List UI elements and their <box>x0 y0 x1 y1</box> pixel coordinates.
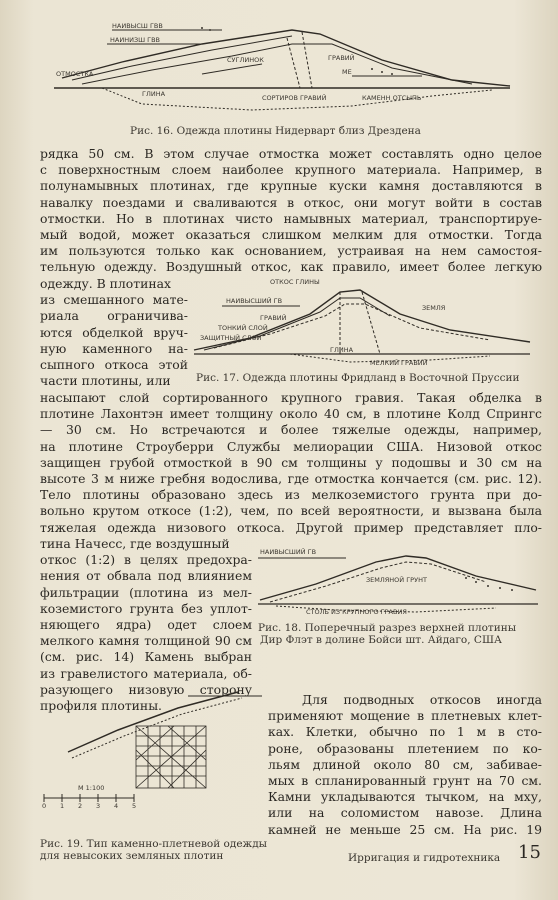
text-line: разующего низовую сторону <box>40 681 252 697</box>
page-number: 15 <box>518 842 541 863</box>
text-line: мый водой, может оказаться слишком мелким для отмостки. Тогда <box>40 227 542 243</box>
fig16-label: КАМЕНН ОТСЫПЬ <box>362 94 422 102</box>
text-line: Камни укладываются тычком, на мху, <box>268 789 542 805</box>
text-line: риала ограничива- <box>40 308 188 324</box>
text-line: ках. Клетки, обычно по 1 м в сто- <box>268 724 542 740</box>
fig16-label: СОРТИРОВ ГРАВИЙ <box>262 94 327 102</box>
text-line: навалку поездами и сваливаются в откос, они могут войти в состав <box>40 194 542 210</box>
text-line: камней не меньше 25 см. На рис. 19 <box>268 821 542 837</box>
figure-18 <box>256 540 540 616</box>
fig16-label: МЕ <box>342 68 352 76</box>
wattle-grid <box>136 726 206 788</box>
text-line: фильтрации (плотина из мел- <box>40 584 252 600</box>
text-line: защищен грубой отмосткой в 90 см толщины у подошвы и 30 см на <box>40 454 542 470</box>
fig16-label: НАИНИЗШ ГВВ <box>110 36 161 44</box>
fig17-label: ЗАЩИТНЫЙ СЛОЙ <box>200 334 262 342</box>
text-line: — 30 см. Но встречаются и более тяжелые одежды, например, <box>40 422 542 438</box>
fig16-label: СУГЛИНОК <box>227 56 264 64</box>
text-line: роне, образованы плетением по ко- <box>268 740 542 756</box>
scale-tick: 2 <box>78 802 83 808</box>
fig18-label: СТОЛБ ИЗ КРУПНОГО ГРАВИЯ <box>306 608 407 616</box>
fig17-label: ГРАВИЙ <box>260 314 287 322</box>
text-line: откос (1:2) в целях предохра- <box>40 552 252 568</box>
text-line: Для подводных откосов иногда <box>302 692 542 707</box>
fig16-label: НАИВЫСШ ГВВ <box>112 22 163 30</box>
fig17-label: ГЛИНА <box>330 346 354 354</box>
fig17-label: НАИВЫСШИЙ ГВ <box>226 297 283 305</box>
text-line: одежду. В плотинах <box>40 276 171 291</box>
paragraph-2 <box>40 276 188 389</box>
text-line: им пользуются только как основанием, устраивая на нем самостоя- <box>40 243 542 259</box>
text-line: ную каменного на- <box>40 340 188 356</box>
figure-19-drawing <box>38 688 266 808</box>
text-line: из гравелистого материала, об- <box>40 665 252 681</box>
scale-tick: 0 <box>42 802 47 808</box>
text-line: тина Начесс, где воздушный <box>40 536 230 551</box>
text-line: плотине Лахонтэн имеет толщину около 40 см, в плотине Колд Спрингс <box>40 406 542 422</box>
scale-tick: 1 <box>60 802 65 808</box>
text-line: отмостки. Но в плотинах чисто намывных материал, транспортируе- <box>40 210 542 226</box>
text-line: ются обделкой вруч- <box>40 324 188 340</box>
text-line: коземистого грунта без уплот- <box>40 600 252 616</box>
fig16-label: ГЛИНА <box>142 90 166 98</box>
caption-line: Рис. 18. Поперечный разрез верхней плотины <box>258 622 517 634</box>
figure-16 <box>52 14 512 118</box>
figure-19-caption <box>40 838 270 862</box>
caption-line: Дир Флэт в долине Бойси шт. Айдаго, США <box>260 634 502 646</box>
paragraph-1 <box>40 146 542 276</box>
text-line: на плотине Строуберри Службы мелиорации США. Низовой откос <box>40 438 542 454</box>
text-line: Тело плотины образовано здесь из мелкоземистого грунта при до- <box>40 487 542 503</box>
figure-18-drawing <box>256 540 540 616</box>
fig17-label: МЕЛКИЙ ГРАВИЙ <box>370 359 428 367</box>
text-line: применяют мощение в плетневых клет- <box>268 708 542 724</box>
fig17-label: ЗЕМЛЯ <box>422 304 446 312</box>
text-line: насыпают слой сортированного крупного гравия. Такая обделка в <box>40 390 542 405</box>
scale-label: М 1:100 <box>78 784 105 792</box>
fig16-label: ГРАВИЙ <box>328 54 355 62</box>
figure-16-drawing <box>52 14 512 118</box>
text-line: мых в спланированный грунт на 70 см. <box>268 773 542 789</box>
text-line: нения от обвала под влиянием <box>40 568 252 584</box>
caption-line: для невысоких земляных плотин <box>40 850 224 862</box>
text-line: с поверхностным слоем наиболее крупного материала. Например, в <box>40 162 542 178</box>
paragraph-3 <box>40 390 542 536</box>
text-line: (см. рис. 14) Камень выбран <box>40 649 252 665</box>
journal-title: Ирригация и гидротехника <box>348 852 501 864</box>
scale-tick: 3 <box>96 802 101 808</box>
fig16-label: ОТМОСТКА <box>56 70 94 78</box>
text-line: полунамывных плотинах, где крупные куски камня доставляются в <box>40 178 542 194</box>
fig18-label: НАИВЫСШИЙ ГВ <box>260 548 317 556</box>
text-line: профиля плотины. <box>40 698 162 714</box>
text-line: высоте 3 м ниже гребня водослива, где отмостка кончается (см. рис. 12). <box>40 471 542 487</box>
text-line: вольно крутом откосе (1:2), чем, по всей вероятности, и вызвана была <box>40 503 542 519</box>
text-line: тельную одежду. Воздушный откос, как правило, имеет более легкую <box>40 259 542 275</box>
fig17-label: ТОНКИЙ СЛОЙ <box>218 324 268 332</box>
text-line: льям длиной около 80 см, забивае- <box>268 756 542 772</box>
figure-19 <box>38 688 266 808</box>
scale-tick: 4 <box>114 802 119 808</box>
text-line: сыпного откоса этой <box>40 357 188 373</box>
figure-16-caption: Рис. 16. Одежда плотины Нидерварт близ Дрездена <box>130 125 421 137</box>
paragraph-5 <box>268 692 542 838</box>
text-line: тяжелая одежда низового откоса. Другой пример представляет пло- <box>40 519 542 535</box>
figure-17-caption: Рис. 17. Одежда плотины Фридланд в Восточной Пруссии <box>196 372 520 384</box>
figure-17-drawing <box>190 270 535 368</box>
text-line: рядка 50 см. В этом случае отмостка может составлять одно целое <box>40 146 542 161</box>
fig17-label: ОТКОС ГЛИНЫ <box>270 278 320 286</box>
scale-tick: 5 <box>132 802 137 808</box>
text-line: няющего ядра) одет слоем <box>40 617 252 633</box>
text-line: или на соломистом навозе. Длина <box>268 805 542 821</box>
text-line: из смешанного мате- <box>40 292 188 308</box>
figure-17 <box>190 270 535 368</box>
figure-18-caption <box>258 622 542 646</box>
text-line: части плотины, или <box>40 373 171 389</box>
fig18-label: ЗЕМЛЯНОЙ ГРУНТ <box>366 576 427 584</box>
text-line: мелкого камня толщиной 90 см <box>40 633 252 649</box>
caption-line: Рис. 19. Тип каменно-плетневой одежды <box>40 838 268 850</box>
